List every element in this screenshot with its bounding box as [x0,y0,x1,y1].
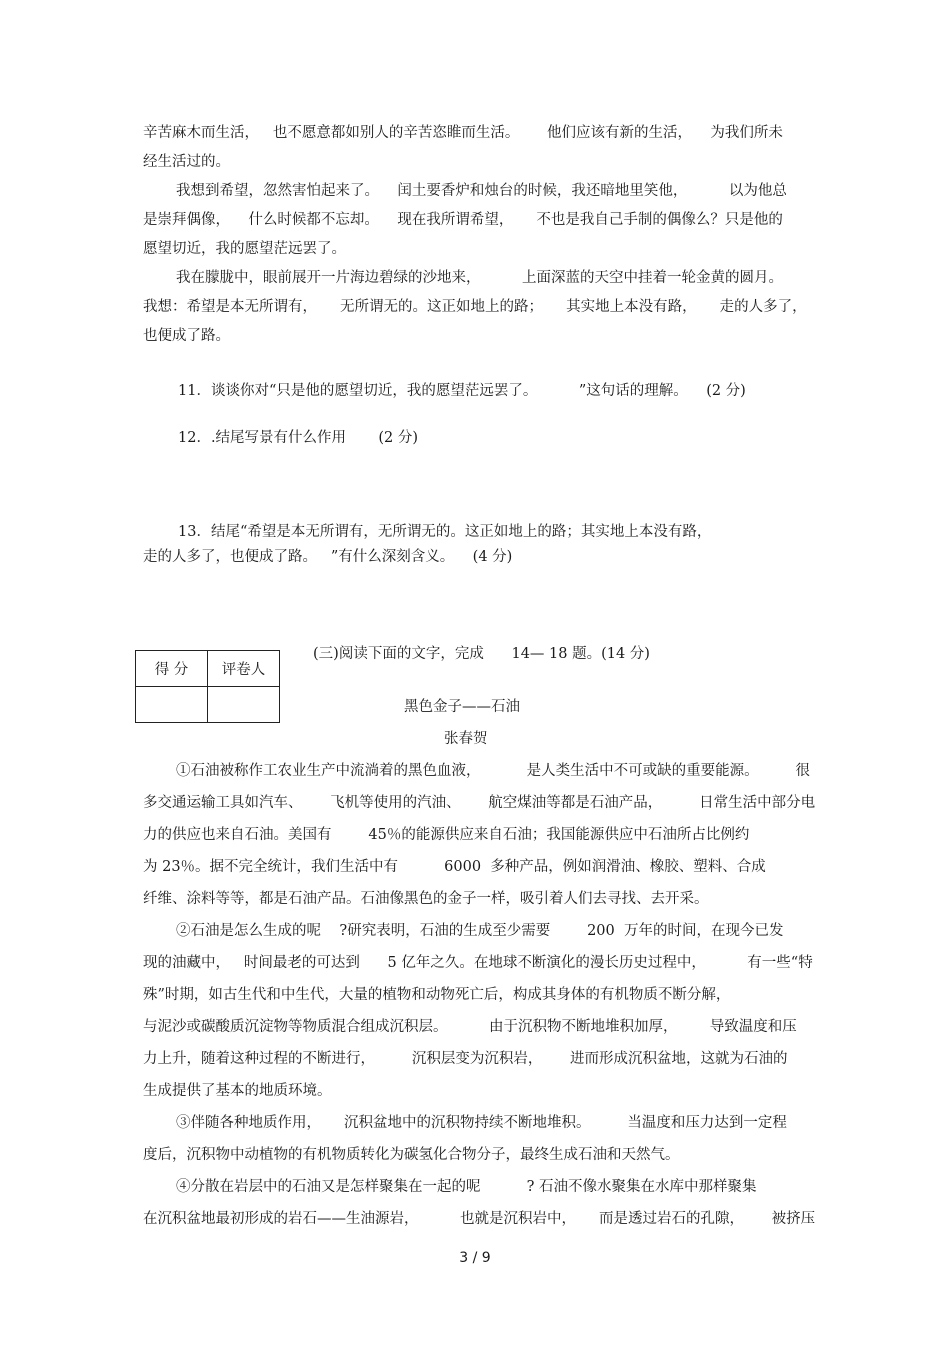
article-line: 与泥沙或碳酸质沉淀物等物质混合组成沉积层。 由于沉积物不断地堆积加厚， 导致温度和压 [143,1019,797,1035]
article-line: ①石油被称作工农业生产中流淌着的黑色血液， 是人类生活中不可或缺的重要能源。 很 [176,763,810,779]
question-13: 13．结尾“希望是本无所谓有，无所谓无的。这正如地上的路；其实地上本没有路， [178,524,712,540]
article-line: 多交通运输工具如汽车、 飞机等使用的汽油、 航空煤油等都是石油产品， 日常生活中部分电 [143,795,816,811]
article-line: 度后，沉积物中动植物的有机物质转化为碳氢化合物分子，最终生成石油和天然气。 [143,1147,680,1163]
article-line: 力的供应也来自石油。美国有 45％的能源供应来自石油；我国能源供应中石油所占比例约 [143,827,750,843]
passage-line: 经生活过的。 [143,154,230,170]
passage-line: 愿望切近，我的愿望茫远罢了。 [143,241,346,257]
passage-line: 我在朦胧中，眼前展开一片海边碧绿的沙地来， 上面深蓝的天空中挂着一轮金黄的圆月。 [176,270,783,286]
passage-line: 是崇拜偶像， 什么时候都不忘却。 现在我所谓希望， 不也是我自己手制的偶像么？只是他的 [143,212,783,228]
grader-cell[interactable] [208,687,280,723]
article-line: 现的油藏中， 时间最老的可达到 5 亿年之久。在地球不断演化的漫长历史过程中， 有一些“特 [143,955,813,971]
article-line: ④分散在岩层中的石油又是怎样聚集在一起的呢 ? 石油不像水聚集在水库中那样聚集 [176,1179,757,1195]
article-line: 生成提供了基本的地质环境。 [143,1083,332,1099]
section-instruction: (三)阅读下面的文字，完成 14— 18 题。(14 分) [313,646,650,662]
score-header: 得 分 [136,651,208,687]
grader-header: 评卷人 [208,651,280,687]
article-line: ②石油是怎么生成的呢 ?研究表明，石油的生成至少需要 200 万年的时间，在现今已发 [176,923,784,939]
question-11: 11．谈谈你对“只是他的愿望切近，我的愿望茫远罢了。 ”这句话的理解。 (2 分) [178,383,746,399]
score-cell[interactable] [136,687,208,723]
article-line: 为 23％。据不完全统计，我们生活中有 6000 多种产品，例如润滑油、橡胶、塑料、合成 [143,859,766,875]
article-author: 张春贺 [444,731,488,747]
article-title: 黑色金子——石油 [404,699,520,715]
passage-line: 也便成了路。 [143,328,230,344]
score-table [135,650,280,723]
article-line: ③伴随各种地质作用， 沉积盆地中的沉积物持续不断地堆积。 当温度和压力达到一定程 [176,1115,787,1131]
passage-line: 我想：希望是本无所谓有， 无所谓无的。这正如地上的路； 其实地上本没有路， 走的人多了， [143,299,807,315]
passage-line: 我想到希望，忽然害怕起来了。 闰土要香炉和烛台的时候，我还暗地里笑他， 以为他总 [176,183,787,199]
article-line: 殊”时期，如古生代和中生代，大量的植物和动物死亡后，构成其身体的有机物质不断分解， [143,987,731,1003]
article-line: 纤维、涂料等等，都是石油产品。石油像黑色的金子一样，吸引着人们去寻找、去开采。 [143,891,709,907]
page-number: 3 / 9 [459,1250,491,1266]
passage-line: 辛苦麻木而生活， 也不愿意都如别人的辛苦恣睢而生活。 他们应该有新的生活， 为我们所未 [143,125,783,141]
question-12: 12．.结尾写景有什么作用 (2 分) [178,430,418,446]
article-line: 在沉积盆地最初形成的岩石——生油源岩， 也就是沉积岩中， 而是透过岩石的孔隙， 被挤压 [143,1211,816,1227]
question-13-cont: 走的人多了，也便成了路。 ”有什么深刻含义。 (4 分) [143,549,513,565]
article-line: 力上升，随着这种过程的不断进行， 沉积层变为沉积岩， 进而形成沉积盆地，这就为石油的 [143,1051,788,1067]
